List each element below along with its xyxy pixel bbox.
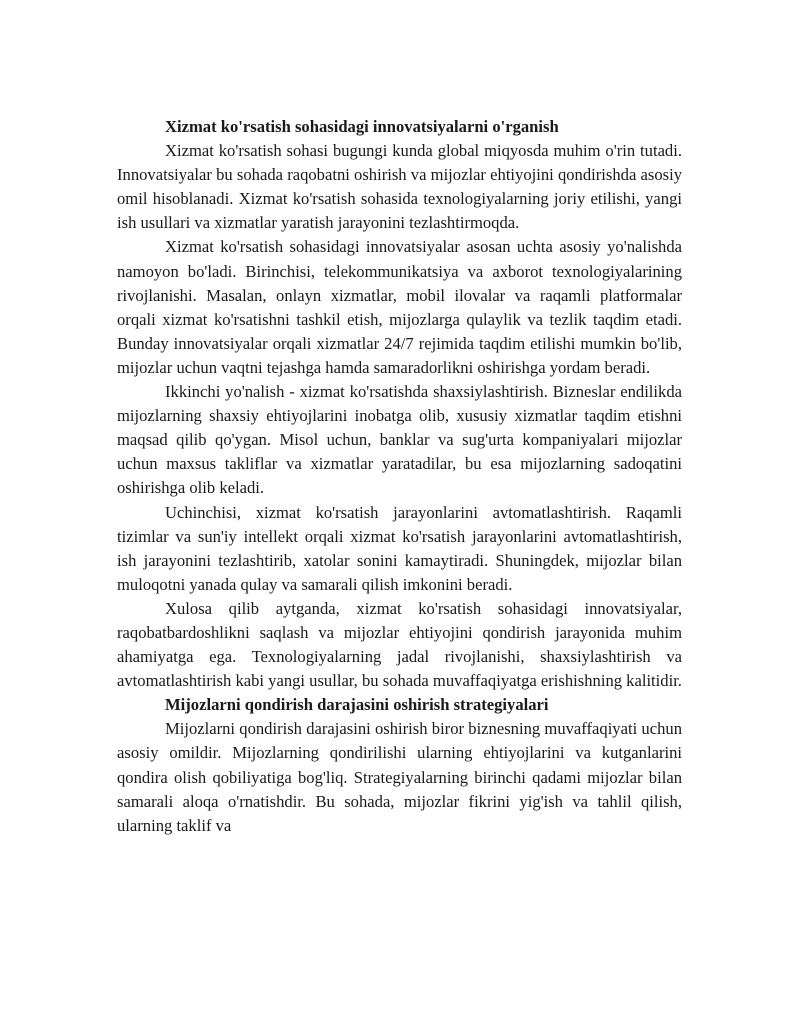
paragraph: Mijozlarni qondirish darajasini oshirish biror biznesning muvaffaqiyati uchun asosiy omildir. Mijozlarning qondirilishi ularning ehtiyojlarini va kutganlarini qondira olish qobiliyatiga bog'liq. Strategiyalarning birinchi qadami mijozlar bilan samarali aloqa o'rnatishdir. Bu sohada, mijozlar fikrini yig'ish va tahlil qilish, ularning taklif va <box>117 719 682 835</box>
paragraph: Xizmat ko'rsatish sohasidagi innovatsiyalar asosan uchta asosiy yo'nalishda namoyon bo'ladi. Birinchisi, telekommunikatsiya va axborot texnologiyalarining rivojlanishi. Masalan, onlayn xizmatlar, mobil ilovalar va raqamli platformalar orqali xizmat ko'rsatishni tashkil etish, mijozlarga qulaylik va tezlik taqdim etadi. Bunday innovatsiyalar orqali xizmatlar 24/7 rejimida taqdim etilishi mumkin bo'lib, mijozlar uchun vaqtni tejashga hamda samaradorlikni oshirishga yordam beradi. <box>117 237 682 377</box>
paragraph: Xizmat ko'rsatish sohasi bugungi kunda global miqyosda muhim o'rin tutadi. Innovatsiyalar bu sohada raqobatni oshirish va mijozlar ehtiyojini qondirishda asosiy omil hisoblanadi. Xizmat ko'rsatish sohasida texnologiyalarning joriy etilishi, yangi ish usullari va xizmatlar yaratish jarayonini tezlashtirmoqda. <box>117 141 682 233</box>
document-body <box>117 115 682 838</box>
paragraph: Xulosa qilib aytganda, xizmat ko'rsatish sohasidagi innovatsiyalar, raqobatbardoshlikni saqlash va mijozlar ehtiyojini qondirish jarayonida muhim ahamiyatga ega. Texnologiyalarning jadal rivojlanishi, shaxsiylashtirish va avtomatlashtirish kabi yangi usullar, bu sohada muvaffaqiyatga erishishning kalitidir. <box>117 598 682 691</box>
section-heading-satisfaction: Mijozlarni qondirish darajasini oshirish strategiyalari <box>165 695 549 715</box>
paragraph: Ikkinchi yo'nalish - xizmat ko'rsatishda shaxsiylashtirish. Bizneslar endilikda mijozlarning shaxsiy ehtiyojlarini inobatga olib, xususiy xizmatlar taqdim etishni maqsad qilib qo'ygan. Misol uchun, banklar va sug'urta kompaniyalari mijozlar uchun maxsus takliflar va xizmatlar yaratadilar, bu esa mijozlarning sadoqatini oshirishga olib keladi. <box>117 382 682 498</box>
paragraph: Uchinchisi, xizmat ko'rsatish jarayonlarini avtomatlashtirish. Raqamli tizimlar va sun'iy intellekt orqali xizmat ko'rsatish jarayonlarini avtomatlashtirish, ish jarayonini tezlashtirib, xatolar sonini kamaytiradi. Shuningdek, mijozlar bilan muloqotni yanada qulay va samarali qilish imkonini beradi. <box>117 502 682 594</box>
section-heading-innovations: Xizmat ko'rsatish sohasidagi innovatsiyalarni o'rganish <box>165 117 559 136</box>
